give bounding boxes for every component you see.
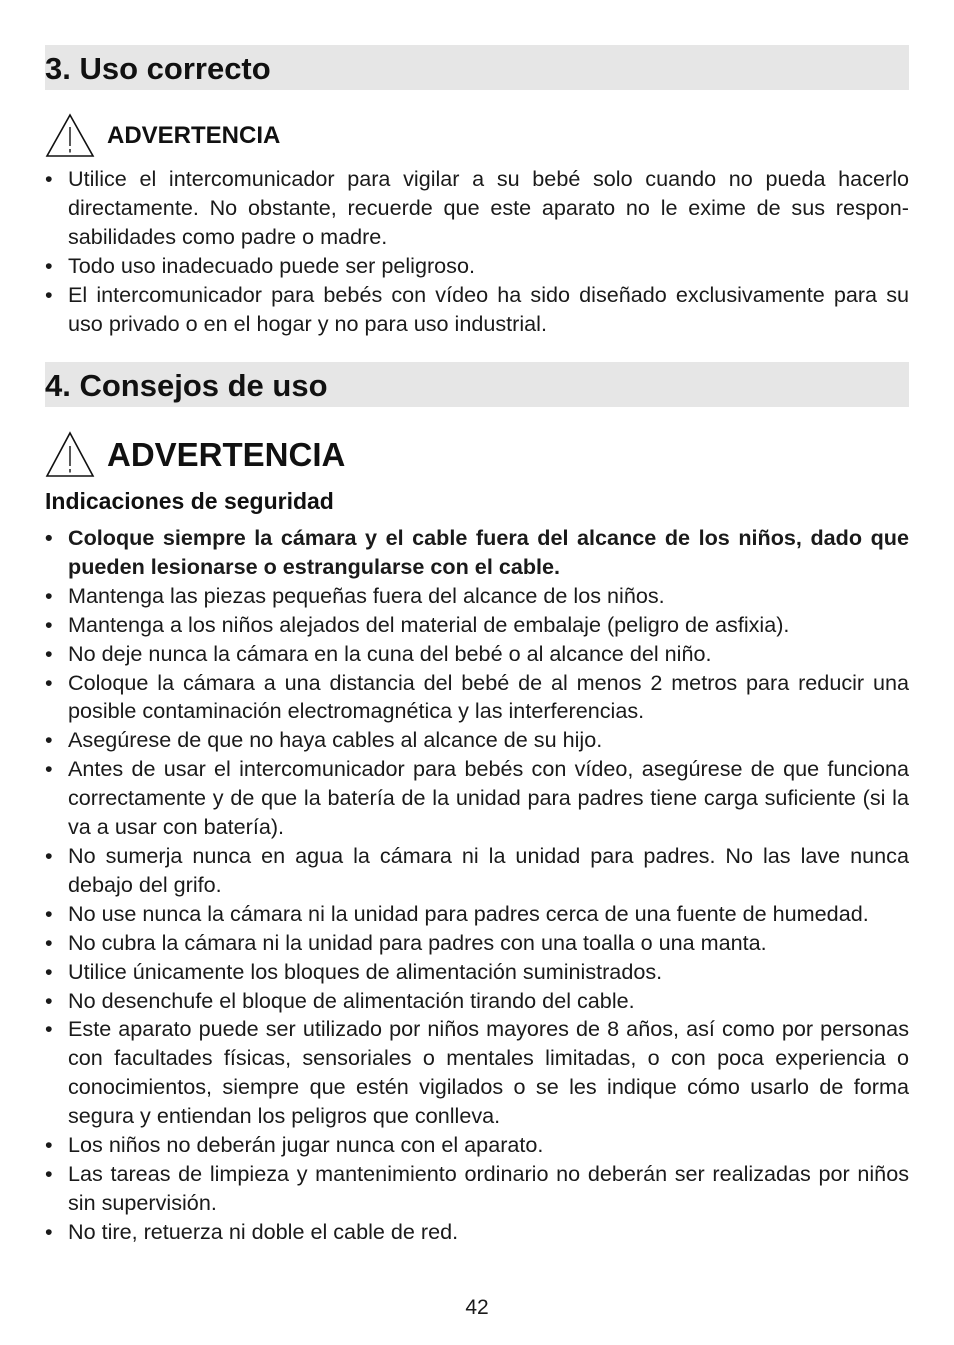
list-item-text: Coloque la cámara a una distancia del bebé de al menos 2 metros para reducir una posible contaminación electromagnética y las interferencias. (68, 669, 909, 724)
list-item (45, 900, 909, 929)
list-item-text: Asegúrese de que no haya cables al alcance de su hijo. (68, 727, 603, 753)
list-item (45, 987, 909, 1016)
bullet-glyph: • (45, 281, 53, 307)
list-item-text: No cubra la cámara ni la unidad para padres con una toalla o una manta. (68, 929, 767, 955)
list-item-text: Este aparato puede ser utilizado por niños mayores de 8 años, así como por personas con facultades físicas, sensoriales o mentales limitadas, o con poca experiencia o conocimientos, siempre que estén vigilados o se les indique cómo usarlo de forma segura y entiendan los peligros que conlleva. (68, 1016, 909, 1129)
list-item-text: No deje nunca la cámara en la cuna del bebé o al alcance del niño. (68, 640, 712, 666)
list-item-text: Mantenga a los niños alejados del material de embalaje (peligro de asfixia). (68, 611, 790, 637)
list-item-text: El intercomunicador para bebés con vídeo ha sido diseñado exclusivamente para su uso privado o en el hogar y no para uso industrial. (68, 281, 909, 336)
list-item-text: Utilice el intercomunicador para vigilar a su bebé solo cuando no pueda hacerlo directamente. No obstante, recuerde que este aparato no le exime de sus respon-sabilidades como padre o madre. (68, 166, 909, 249)
bullet-glyph: • (45, 842, 53, 868)
list-item (45, 958, 909, 987)
list-item (45, 1015, 909, 1131)
bullet-glyph: • (45, 640, 53, 666)
section-4-header (45, 362, 909, 407)
list-item (45, 524, 909, 582)
list-item (45, 252, 909, 281)
bullet-glyph: • (45, 582, 53, 608)
list-item-text: Mantenga las piezas pequeñas fuera del alcance de los niños. (68, 582, 665, 608)
list-item-text: Todo uso inadecuado puede ser peligroso. (68, 252, 475, 278)
warning-triangle-icon (45, 113, 95, 158)
section-3-header (45, 45, 909, 90)
list-item (45, 582, 909, 611)
warning-triangle-icon (45, 431, 95, 478)
bullet-glyph: • (45, 166, 53, 191)
section-3-title: 3. Uso correcto (45, 51, 271, 86)
bullet-glyph: • (45, 669, 53, 695)
bullet-glyph: • (45, 987, 53, 1013)
bullet-glyph: • (45, 252, 53, 278)
bullet-glyph: • (45, 525, 53, 550)
section-4-list (45, 524, 909, 1247)
list-item (45, 1131, 909, 1160)
list-item (45, 726, 909, 755)
list-item-text: Utilice únicamente los bloques de alimentación suministrados. (68, 958, 663, 984)
list-item-text: No tire, retuerza ni doble el cable de red. (68, 1218, 459, 1244)
bullet-glyph: • (45, 929, 53, 955)
list-item (45, 842, 909, 900)
list-item (45, 669, 909, 727)
list-item (45, 640, 909, 669)
section-3-warning (45, 113, 280, 158)
list-item (45, 929, 909, 958)
bullet-glyph: • (45, 611, 53, 637)
list-item-text: No use nunca la cámara ni la unidad para padres cerca de una fuente de humedad. (68, 900, 869, 926)
bullet-glyph: • (45, 1016, 53, 1042)
section-4-warning (45, 431, 345, 478)
warning-label: ADVERTENCIA (107, 121, 281, 149)
list-item (45, 755, 909, 842)
bullet-glyph: • (45, 1160, 53, 1186)
bullet-glyph: • (45, 1218, 53, 1244)
safety-subheading: Indicaciones de seguridad (45, 488, 334, 514)
list-item-text: Coloque siempre la cámara y el cable fuera del alcance de los niños, dado que pueden lesionarse o estrangularse con el cable. (68, 525, 909, 579)
list-item (45, 281, 909, 339)
list-item-text: No sumerja nunca en agua la cámara ni la unidad para padres. No las lave nunca debajo del grifo. (68, 842, 909, 897)
section-4-title: 4. Consejos de uso (45, 368, 328, 403)
bullet-glyph: • (45, 958, 53, 984)
list-item-text: No desenchufe el bloque de alimentación tirando del cable. (68, 987, 635, 1013)
list-item (45, 165, 909, 252)
bullet-glyph: • (45, 900, 53, 926)
bullet-glyph: • (45, 756, 53, 782)
list-item (45, 611, 909, 640)
list-item-text: Las tareas de limpieza y mantenimiento ordinario no deberán ser realizadas por niños sin supervisión. (68, 1160, 909, 1215)
section-3-list (45, 165, 909, 338)
list-item-text: Los niños no deberán jugar nunca con el aparato. (68, 1132, 544, 1158)
warning-label: ADVERTENCIA (107, 435, 346, 473)
list-item-text: Antes de usar el intercomunicador para bebés con vídeo, asegúrese de que funciona correctamente y de que la batería de la unidad para padres tiene carga suficiente (si la va a usar con batería). (68, 756, 909, 840)
bullet-glyph: • (45, 727, 53, 753)
page-number: 42 (465, 1296, 489, 1319)
bullet-glyph: • (45, 1132, 53, 1158)
list-item (45, 1218, 909, 1247)
list-item (45, 1160, 909, 1218)
